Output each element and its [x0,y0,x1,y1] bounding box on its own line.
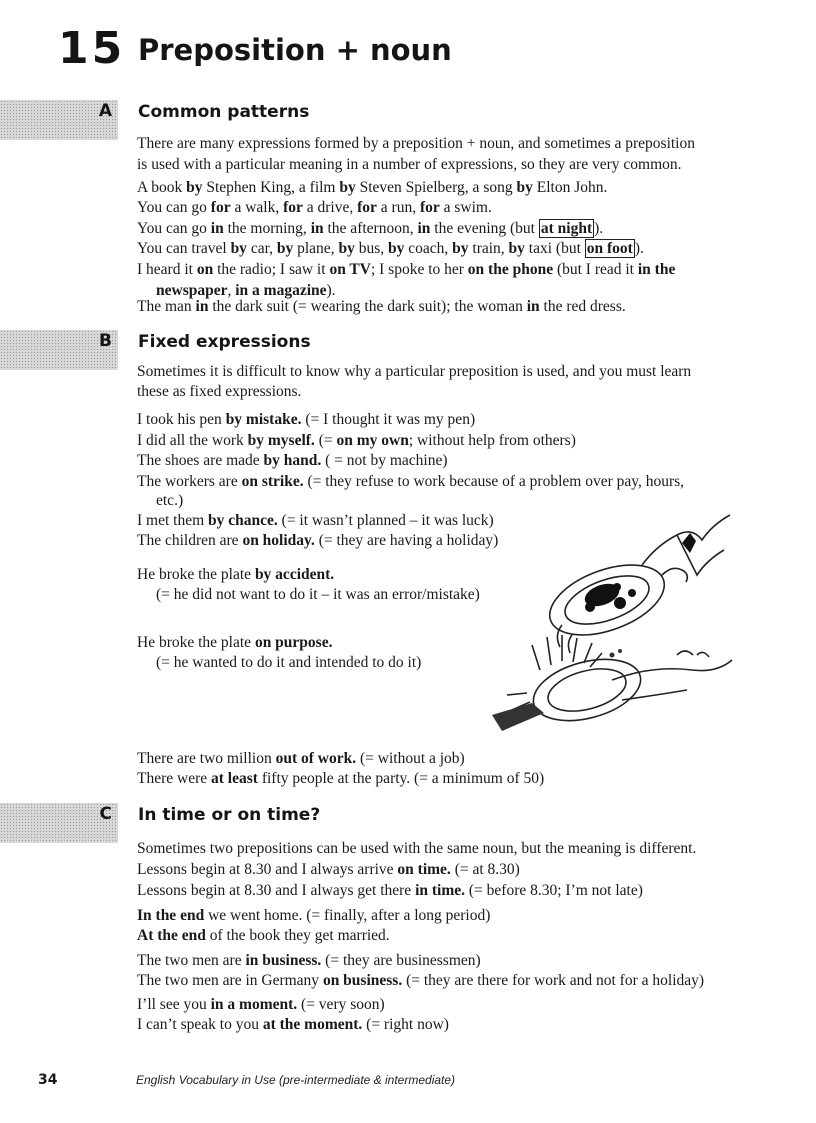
at-least-line: There were at least fifty people at the party. (= a minimum of 50) [137,770,545,787]
on-business-line: The two men are in Germany on business. (= they are there for work and not for a holiday) [137,972,705,989]
section-a-letter: A [98,101,112,121]
section-a-intro-2: is used with a particular meaning in a number of expressions, so they are very common. [137,156,682,173]
section-b-letter: B [99,331,112,351]
at-the-moment-line: I can’t speak to you at the moment. (= right now) [137,1016,449,1033]
broken-plate-illustration [492,505,742,745]
media-line: I heard it on the radio; I saw it on TV; I spoke to her on the phone (but I read it in the [137,261,676,278]
in-a-moment-line: I’ll see you in a moment. (= very soon) [137,996,385,1013]
section-b-heading: Fixed expressions [138,332,311,352]
in-time-line: Lessons begin at 8.30 and I always get there in time. (= before 8.30; I’m not late) [137,882,643,899]
at-night-box: at night [540,220,593,237]
in-time-of-day-line: You can go in the morning, in the afternoon, in the evening (but at night ). [137,220,604,237]
on-purpose-line: He broke the plate on purpose. [137,634,333,651]
on-strike-line-cont: etc.) [156,492,184,509]
out-of-work-line: There are two million out of work. (= without a job) [137,750,465,767]
clothing-line: The man in the dark suit (= wearing the dark suit); the woman in the red dress. [137,298,626,315]
by-myself-line: I did all the work by myself. (= on my own; without help from others) [137,432,576,449]
section-c-intro: Sometimes two prepositions can be used with the same noun, but the meaning is different. [137,840,697,857]
unit-number: 15 [58,23,126,74]
on-holiday-line: The children are on holiday. (= they are having a holiday) [137,532,499,549]
section-c-heading: In time or on time? [138,805,321,825]
section-c-letter: C [99,804,112,824]
on-purpose-definition: (= he wanted to do it and intended to do it) [156,654,422,671]
by-accident-line: He broke the plate by accident. [137,566,335,583]
section-b-intro-2: these as fixed expressions. [137,383,302,400]
by-chance-line: I met them by chance. (= it wasn’t planned – it was luck) [137,512,494,529]
by-hand-line: The shoes are made by hand. ( = not by machine) [137,452,448,469]
section-b-intro-1: Sometimes it is difficult to know why a particular preposition is used, and you must learn [137,363,692,380]
section-b-tab [0,330,118,370]
for-activity-line: You can go for a walk, for a drive, for a run, for a swim. [137,199,492,216]
section-c-tab [0,803,118,843]
section-a-tab [0,100,118,140]
section-a-intro-1: There are many expressions formed by a preposition + noun, and sometimes a preposition [137,135,695,152]
at-the-end-line: At the end of the book they get married. [137,927,390,944]
section-a-heading: Common patterns [138,102,310,122]
on-foot-box: on foot [586,240,633,257]
book-title: English Vocabulary in Use (pre-intermediate & intermediate) [136,1073,456,1087]
page-number: 34 [38,1072,58,1088]
in-the-end-line: In the end we went home. (= finally, after a long period) [137,907,491,924]
on-strike-line: The workers are on strike. (= they refuse to work because of a problem over pay, hours, [137,473,685,490]
by-mistake-line: I took his pen by mistake. (= I thought it was my pen) [137,411,476,428]
by-author-line: A book by Stephen King, a film by Steven Spielberg, a song by Elton John. [137,179,608,196]
media-line-cont: newspaper, in a magazine). [156,282,336,299]
travel-line: You can travel by car, by plane, by bus, by coach, by train, by taxi (but on foot ). [137,240,644,257]
on-time-line: Lessons begin at 8.30 and I always arrive on time. (= at 8.30) [137,861,520,878]
unit-title: Preposition + noun [138,33,452,67]
in-business-line: The two men are in business. (= they are businessmen) [137,952,481,969]
by-accident-definition: (= he did not want to do it – it was an error/mistake) [156,586,480,603]
